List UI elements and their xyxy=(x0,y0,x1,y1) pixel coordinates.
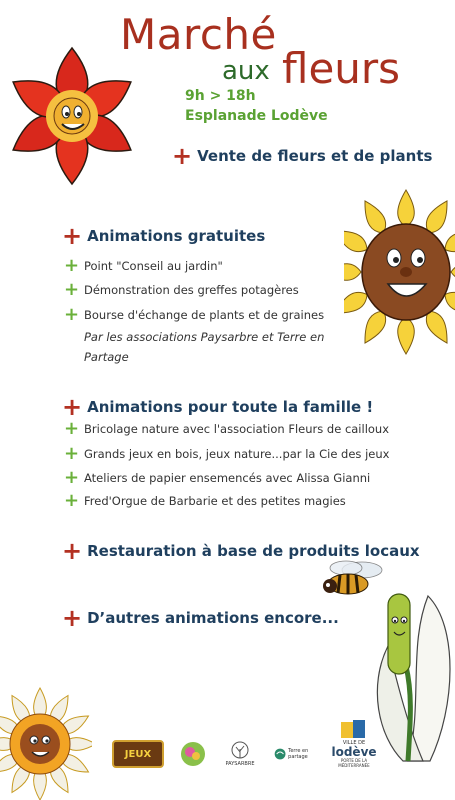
list-item: + Bourse d'échange de plants et de graines xyxy=(64,304,325,325)
red-flower-character-icon xyxy=(0,40,145,190)
small-plus-icon: + xyxy=(64,304,80,325)
title-aux: aux xyxy=(222,56,270,86)
fleurs-cailloux-logo xyxy=(180,741,206,767)
lodeve-emblem-icon xyxy=(339,718,369,740)
title-fleurs: fleurs xyxy=(282,44,401,93)
section-vente-label: Vente de fleurs et de plants xyxy=(197,147,433,165)
list-item: + Point "Conseil au jardin" xyxy=(64,255,223,276)
small-plus-icon: + xyxy=(64,418,80,439)
small-plus-icon: + xyxy=(64,255,80,276)
title-marche: Marché xyxy=(120,10,277,59)
terre-en-partage-logo: Terre en partage xyxy=(274,741,316,767)
earth-icon xyxy=(274,745,286,763)
jeux-logo: JEUX xyxy=(112,740,164,768)
list-item: + Démonstration des greffes potagères xyxy=(64,279,299,300)
plus-icon: + xyxy=(62,222,83,250)
plus-icon: + xyxy=(62,537,83,565)
section-restauration-label: Restauration à base de produits locaux xyxy=(87,542,420,560)
section-autres xyxy=(62,606,339,630)
list-item: + Ateliers de papier ensemencés avec Alissa Gianni xyxy=(64,467,371,488)
sunflower-character-icon xyxy=(344,180,455,355)
small-plus-icon: + xyxy=(64,443,80,464)
list-item: + Bricolage nature avec l'association Fleurs de cailloux xyxy=(64,418,390,439)
daisy-character-icon xyxy=(0,674,92,800)
ville-lodeve-logo: VILLE DE lodève PORTE DE LA MÉDITERRANÉE xyxy=(332,716,376,770)
associations-note-2: Partage xyxy=(84,350,129,364)
partner-logos xyxy=(112,738,376,770)
section-autres-label: D’autres animations encore... xyxy=(87,609,339,627)
section-gratuites xyxy=(62,224,265,248)
section-famille xyxy=(62,395,373,419)
plus-icon: + xyxy=(62,604,83,632)
list-item: + Fred'Orgue de Barbarie et des petites magies xyxy=(64,490,346,511)
small-plus-icon: + xyxy=(64,467,80,488)
small-plus-icon: + xyxy=(64,490,80,511)
hours: 9h > 18h xyxy=(185,88,256,104)
list-item: + Grands jeux en bois, jeux nature...par la Cie des jeux xyxy=(64,443,390,464)
paysarbre-logo: PAYSARBRE xyxy=(222,739,258,769)
plus-icon: + xyxy=(172,142,193,170)
associations-note: Par les associations Paysarbre et Terre en xyxy=(84,330,325,344)
place: Esplanade Lodève xyxy=(185,108,328,124)
plus-icon: + xyxy=(62,393,83,421)
section-famille-heading: Animations pour toute la famille ! xyxy=(87,398,374,416)
arum-lily-character-icon xyxy=(368,586,455,766)
section-gratuites-heading: Animations gratuites xyxy=(87,227,266,245)
section-vente xyxy=(172,144,432,168)
tree-icon xyxy=(228,741,252,761)
small-plus-icon: + xyxy=(64,279,80,300)
